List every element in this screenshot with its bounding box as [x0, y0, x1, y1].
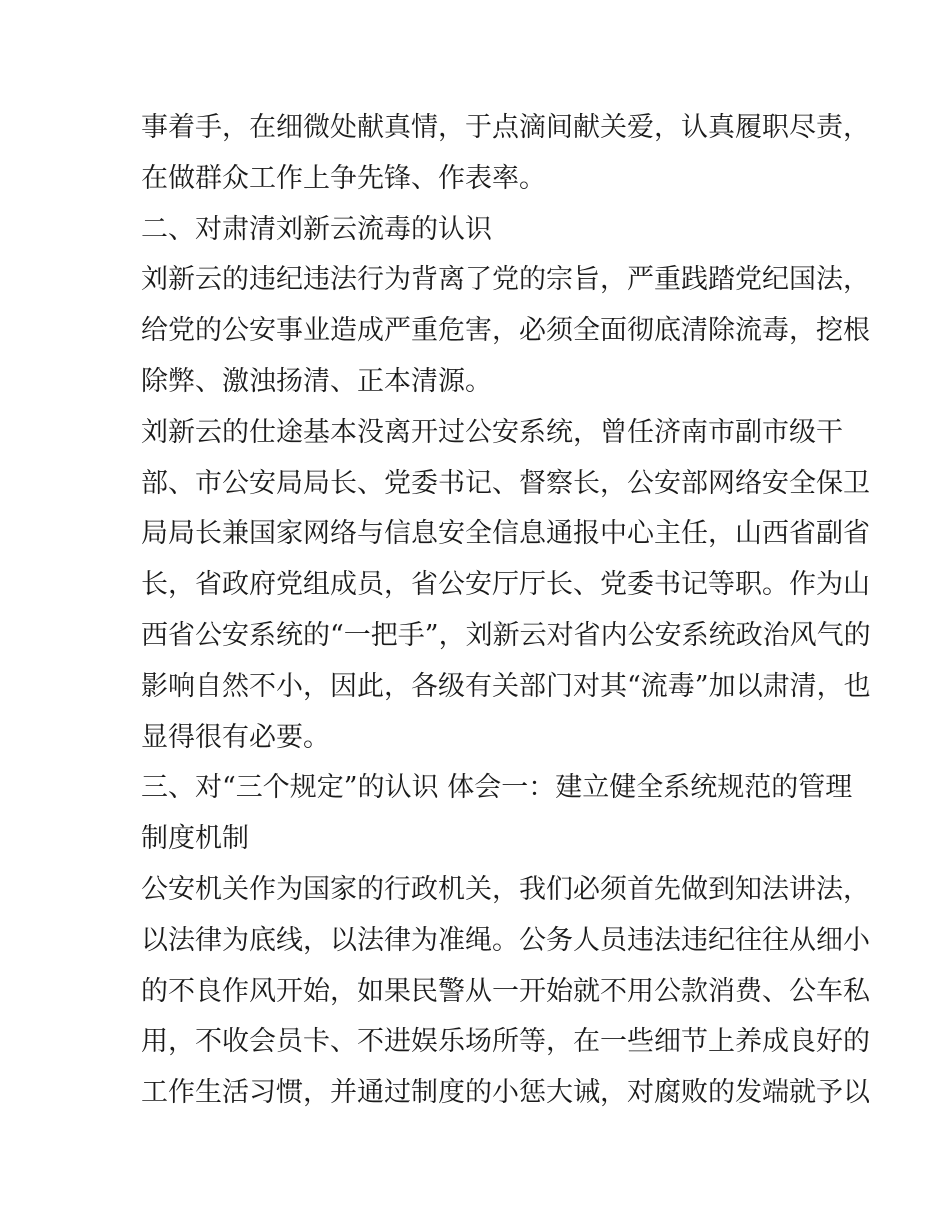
- body-line: 影响自然不小，因此，各级有关部门对其“流毒”加以肃清，也: [141, 670, 871, 702]
- body-line: 在做群众工作上争先锋、作表率。: [141, 162, 546, 194]
- body-line: 西省公安系统的“一把手”，刘新云对省内公安系统政治风气的: [141, 619, 871, 651]
- document-body: [141, 103, 871, 1119]
- body-line: 的不良作风开始，如果民警从一开始就不用公款消费、公车私: [141, 975, 870, 1007]
- section-heading: 二、对肃清刘新云流毒的认识: [141, 213, 492, 245]
- body-line: 刘新云的仕途基本没离开过公安系统，曾任济南市副市级干: [141, 416, 843, 448]
- body-line: 部、市公安局局长、党委书记、督察长，公安部网络安全保卫: [141, 467, 870, 499]
- section-heading: 三、对“三个规定”的认识 体会一：建立健全系统规范的管理: [141, 772, 853, 804]
- body-line: 显得很有必要。: [141, 721, 330, 753]
- body-line: 长，省政府党组成员，省公安厅厅长、党委书记等职。作为山: [141, 569, 870, 601]
- body-line: 用，不收会员卡、不进娱乐场所等，在一些细节上养成良好的: [141, 1026, 870, 1058]
- body-line: 工作生活习惯，并通过制度的小惩大诫，对腐败的发端就予以: [141, 1077, 870, 1109]
- body-line: 刘新云的违纪违法行为背离了党的宗旨，严重践踏党纪国法，: [141, 264, 870, 296]
- body-line: 公安机关作为国家的行政机关，我们必须首先做到知法讲法，: [141, 873, 870, 905]
- body-line: 除弊、激浊扬清、正本清源。: [141, 365, 492, 397]
- section-heading: 制度机制: [141, 823, 249, 855]
- body-line: 事着手，在细微处献真情，于点滴间献关爱，认真履职尽责，: [141, 112, 870, 143]
- body-line: 局局长兼国家网络与信息安全信息通报中心主任，山西省副省: [141, 518, 870, 550]
- body-line: 以法律为底线，以法律为准绳。公务人员违法违纪往往从细小: [141, 924, 870, 956]
- body-line: 给党的公安事业造成严重危害，必须全面彻底清除流毒，挖根: [141, 315, 870, 347]
